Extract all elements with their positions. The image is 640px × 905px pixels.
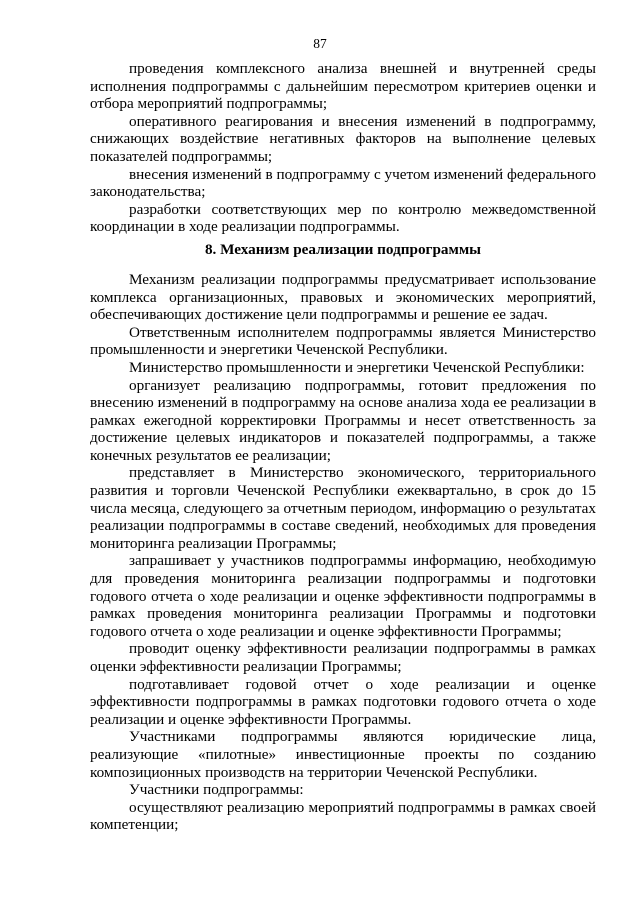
paragraph: организует реализацию подпрограммы, готовит предложения по внесению изменений в подпрограмму на основе анализа хода ее реализации в рамках ежегодной корректировки Программы и несет ответственность за достижение целевых индикаторов и показателей подпрограммы, а также конечных результатов ее реализации; — [90, 376, 596, 464]
page-number: 87 — [313, 36, 327, 51]
paragraph: представляет в Министерство экономического, территориального развития и торговли Чеченской Республики ежеквартально, в срок до 15 числа месяца, следующего за отчетным периодом, информацию о результатах реализации подпрограммы в составе сведений, необходимых для проведения мониторинга реализации Программы; — [90, 464, 596, 552]
paragraph: запрашивает у участников подпрограммы информацию, необходимую для проведения мониторинга реализации подпрограммы и подготовки годового отчета о ходе реализации и оценке эффективности подпрограммы в рамках проведения мониторинга реализации Программы и подготовки годового отчета о ходе реализации и оценке эффективности Программы; — [90, 552, 596, 640]
paragraph: внесения изменений в подпрограмму с учетом изменений федерального законодательства; — [90, 165, 596, 201]
paragraph: Ответственным исполнителем подпрограммы является Министерство промышленности и энергетики Чеченской Республики. — [90, 323, 596, 359]
paragraph: Участники подпрограммы: — [129, 781, 304, 799]
paragraph: Участниками подпрограммы являются юридические лица, реализующие «пилотные» инвестиционные проекты по созданию композиционных производств на территории Чеченской Республики. — [90, 728, 596, 781]
section-heading: 8. Механизм реализации подпрограммы — [204, 240, 482, 258]
paragraph: Механизм реализации подпрограммы предусматривает использование комплекса организационных, правовых и экономических мероприятий, обеспечивающих достижение цели подпрограммы и решение ее задач. — [90, 270, 596, 324]
paragraph: оперативного реагирования и внесения изменений в подпрограмму, снижающих воздействие негативных факторов на выполнение целевых показателей подпрограммы; — [90, 112, 596, 165]
paragraph: проводит оценку эффективности реализации подпрограммы в рамках оценки эффективности реализации Программы; — [90, 640, 596, 675]
paragraph: осуществляют реализацию мероприятий подпрограммы в рамках своей компетенции; — [90, 798, 596, 834]
paragraph: проведения комплексного анализа внешней и внутренней среды исполнения подпрограммы с дальнейшим пересмотром критериев оценки и отбора мероприятий подпрограммы; — [90, 60, 596, 113]
paragraph: подготавливает годовой отчет о ходе реализации и оценке эффективности подпрограммы в рамках подготовки годового отчета о ходе реализации и оценке эффективности Программы. — [90, 675, 596, 728]
document-body — [90, 60, 596, 834]
paragraph: разработки соответствующих мер по контролю межведомственной координации в ходе реализации подпрограммы. — [90, 200, 596, 236]
paragraph: Министерство промышленности и энергетики Чеченской Республики: — [129, 358, 585, 376]
